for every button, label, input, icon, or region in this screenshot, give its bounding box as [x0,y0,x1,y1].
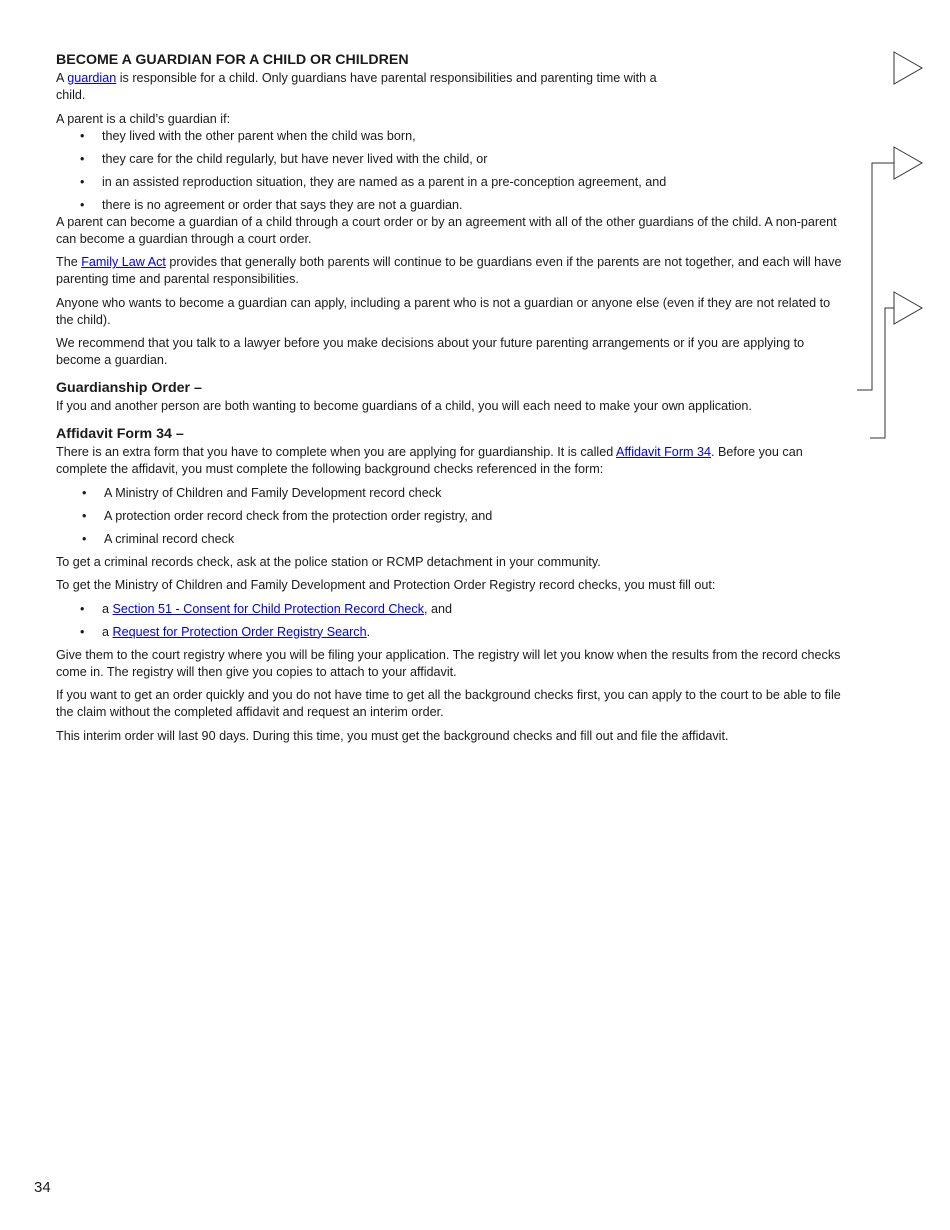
quick-order-paragraph: If you want to get an order quickly and you do not have time to get all the background checks first, you can apply to the court to be able to file the claim without the completed affidavit and request an interim order. [56,688,841,719]
connector-line [857,163,894,390]
list-item: • in an assisted reproduction situation, they are named as a parent in a pre-conception agreement, and [56,174,851,191]
mcfd-paragraph: To get the Ministry of Children and Family Development and Protection Order Registry record checks, you must fill out: [56,578,716,592]
guardian-intro: A guardian is responsible for a child. Only guardians have parental responsibilities and parenting time with a child. [56,71,657,102]
guardianship-order-heading: Guardianship Order – [56,380,202,396]
protection-order-search-link[interactable]: Request for Protection Order Registry Search [112,624,367,639]
page-arrow-icon[interactable] [894,292,922,324]
guardian-conditions-list [56,128,851,214]
family-law-act-link[interactable]: Family Law Act [81,255,166,269]
court-registry-paragraph: Give them to the court registry where you will be filing your application. The registry will let you know when the results from the record checks come in. The registry will then give you copies to attach to your affidavit. [56,647,841,679]
list-item: • A criminal record check [56,531,851,548]
background-checks-list [56,485,851,548]
guardianship-order-text: If you and another person are both wanting to become guardians of a child, you will each need to make your own application. [56,399,752,413]
page-number: 34 [34,1179,51,1196]
margin-navigation-graphic [850,40,930,450]
affidavit-form-34-link[interactable]: Affidavit Form 34 [616,445,712,459]
affidavit-paragraph: There is an extra form that you have to complete when you are applying for guardianship. It is called Affidavit Form 34. Before you can complete the affidavit, you must complete the following background checks referenced in the form: [56,445,803,476]
criminal-check-paragraph: To get a criminal records check, ask at the police station or RCMP detachment in your community. [56,554,601,569]
guardian-if-text: A parent is a child’s guardian if: [56,111,231,126]
page-arrow-icon[interactable] [894,52,922,84]
anyone-apply-paragraph: Anyone who wants to become a guardian can apply, including a parent who is not a guardian or anyone else (even if they are not related to the child). [56,295,831,327]
list-item: • A protection order record check from the protection order registry, and [56,508,851,525]
forms-list [56,601,851,641]
affidavit-heading: Affidavit Form 34 – [56,426,184,442]
list-item: • they lived with the other parent when the child was born, [56,128,851,145]
lawyer-recommend-paragraph: We recommend that you talk to a lawyer before you make decisions about your future parenting arrangements or if you are applying to become a guardian. [56,336,805,367]
list-item: • a Section 51 - Consent for Child Protection Record Check, and [56,601,851,618]
page-arrow-icon[interactable] [894,147,922,179]
list-item: • a Request for Protection Order Registry Search. [56,624,851,641]
page-content [56,50,851,751]
page-title: BECOME A GUARDIAN FOR A CHILD OR CHILDREN [56,52,409,68]
become-guardian-paragraph: A parent can become a guardian of a child through a court order or by an agreement with all of the other guardians of the child. A non-parent can become a guardian through a court order. [56,214,837,246]
family-law-act-paragraph: The Family Law Act provides that generally both parents will continue to be guardians even if the parents are not together, and each will have parenting time and parental responsibilities. [56,255,842,286]
list-item: • A Ministry of Children and Family Development record check [56,485,851,502]
list-item: • they care for the child regularly, but have never lived with the child, or [56,151,851,168]
section-51-consent-link[interactable]: Section 51 - Consent for Child Protection Record Check [112,601,425,616]
connector-line [870,308,894,438]
list-item: • there is no agreement or order that says they are not a guardian. [56,197,851,214]
guardian-link[interactable]: guardian [67,71,117,85]
interim-order-paragraph: This interim order will last 90 days. During this time, you must get the background checks and fill out and file the affidavit. [56,728,729,743]
